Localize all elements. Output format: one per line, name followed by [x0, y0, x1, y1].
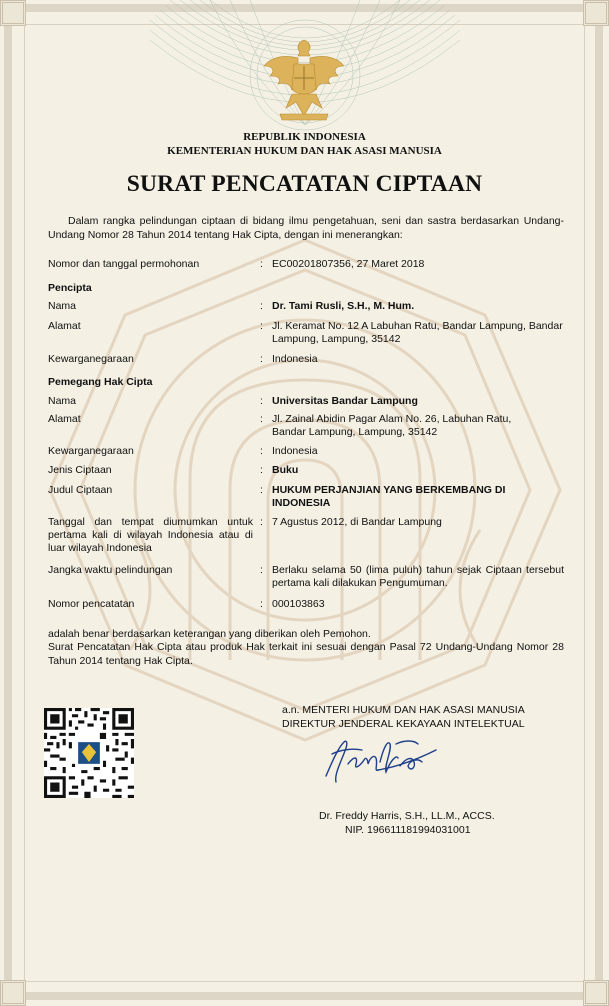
country-heading: REPUBLIK INDONESIA [243, 131, 366, 143]
closing-line-1: adalah benar berdasarkan keterangan yang diberikan oleh Pemohon. [48, 628, 371, 640]
application-number: EC00201807356, 27 Maret 2018 [272, 258, 425, 270]
signatory-name: Dr. Freddy Harris, S.H., LL.M., ACCS. [319, 810, 495, 822]
field-label: Nomor pencatatan [48, 598, 135, 610]
intro-paragraph: Dalam rangka pelindungan ciptaan di bidang ilmu pengetahuan, seni dan sastra berdasarkan Undang-Undang Nomor 28 Tahun 2014 tentang Hak Cipta, dengan ini menerangkan: [48, 215, 564, 241]
colon: : [260, 484, 263, 496]
holder-nationality: Indonesia [272, 445, 318, 457]
protection-period: Berlaku selama 50 (lima puluh) tahun sejak Ciptaan tersebut pertama kali dilakukan Pengumuman. [272, 564, 564, 589]
creator-nationality: Indonesia [272, 353, 318, 365]
publication-date: 7 Agustus 2012, di Bandar Lampung [272, 516, 442, 528]
colon: : [260, 395, 263, 407]
field-label: Nomor dan tanggal permohonan [48, 258, 200, 270]
creator-name: Dr. Tami Rusli, S.H., M. Hum. [272, 300, 415, 312]
field-label: Jangka waktu pelindungan [48, 564, 173, 576]
colon: : [260, 300, 263, 312]
field-label: Judul Ciptaan [48, 484, 113, 496]
corner-ornament [0, 0, 26, 26]
field-label: Tanggal dan tempat diumumkan untuk pertama kali di wilayah Indonesia atau di luar wilayah Indonesia [48, 516, 253, 554]
holder-name: Universitas Bandar Lampung [272, 395, 418, 407]
corner-ornament [583, 980, 609, 1006]
field-label: Kewarganegaraan [48, 353, 134, 365]
colon: : [260, 516, 263, 528]
field-label: Alamat [48, 413, 81, 425]
section-heading-pemegang: Pemegang Hak Cipta [48, 376, 153, 388]
document-title: SURAT PENCATATAN CIPTAAN [126, 171, 483, 197]
colon: : [260, 320, 263, 332]
colon: : [260, 445, 263, 457]
colon: : [260, 598, 263, 610]
creator-address: Jl. Keramat No. 12 A Labuhan Ratu, Bandar Lampung, Bandar Lampung, Lampung, 35142 [272, 320, 563, 345]
corner-ornament [0, 980, 26, 1006]
field-label: Alamat [48, 320, 81, 332]
colon: : [260, 258, 263, 270]
field-label: Jenis Ciptaan [48, 464, 112, 476]
handwritten-signature-icon [318, 732, 443, 787]
field-label: Nama [48, 300, 77, 312]
ministry-heading: KEMENTERIAN HUKUM DAN HAK ASASI MANUSIA [167, 145, 442, 157]
colon: : [260, 413, 263, 425]
signatory-position: DIREKTUR JENDERAL KEKAYAAN INTELEKTUAL [282, 718, 525, 730]
section-heading-pencipta: Pencipta [48, 282, 92, 294]
corner-ornament [583, 0, 609, 26]
garuda-emblem-icon [262, 36, 346, 126]
field-label: Nama [48, 395, 77, 407]
signatory-nip: NIP. 196611181994031001 [345, 824, 471, 836]
closing-line-2: Surat Pencatatan Hak Cipta atau produk Hak terkait ini sesuai dengan Pasal 72 Undang-Undang Nomor 28 Tahun 2014 tentang Hak Cipta. [48, 641, 564, 667]
colon: : [260, 464, 263, 476]
holder-address: Jl. Zainal Abidin Pagar Alam No. 26, Labuhan Ratu, Bandar Lampung, Lampung, 35142 [272, 413, 512, 438]
work-type: Buku [272, 464, 299, 476]
on-behalf-line: a.n. MENTERI HUKUM DAN HAK ASASI MANUSIA [282, 704, 525, 716]
field-label: Kewarganegaraan [48, 445, 134, 457]
qr-code-icon [44, 708, 134, 798]
registration-number: 000103863 [272, 598, 325, 610]
work-title: HUKUM PERJANJIAN YANG BERKEMBANG DI INDONESIA [272, 484, 506, 509]
colon: : [260, 353, 263, 365]
colon: : [260, 564, 263, 576]
